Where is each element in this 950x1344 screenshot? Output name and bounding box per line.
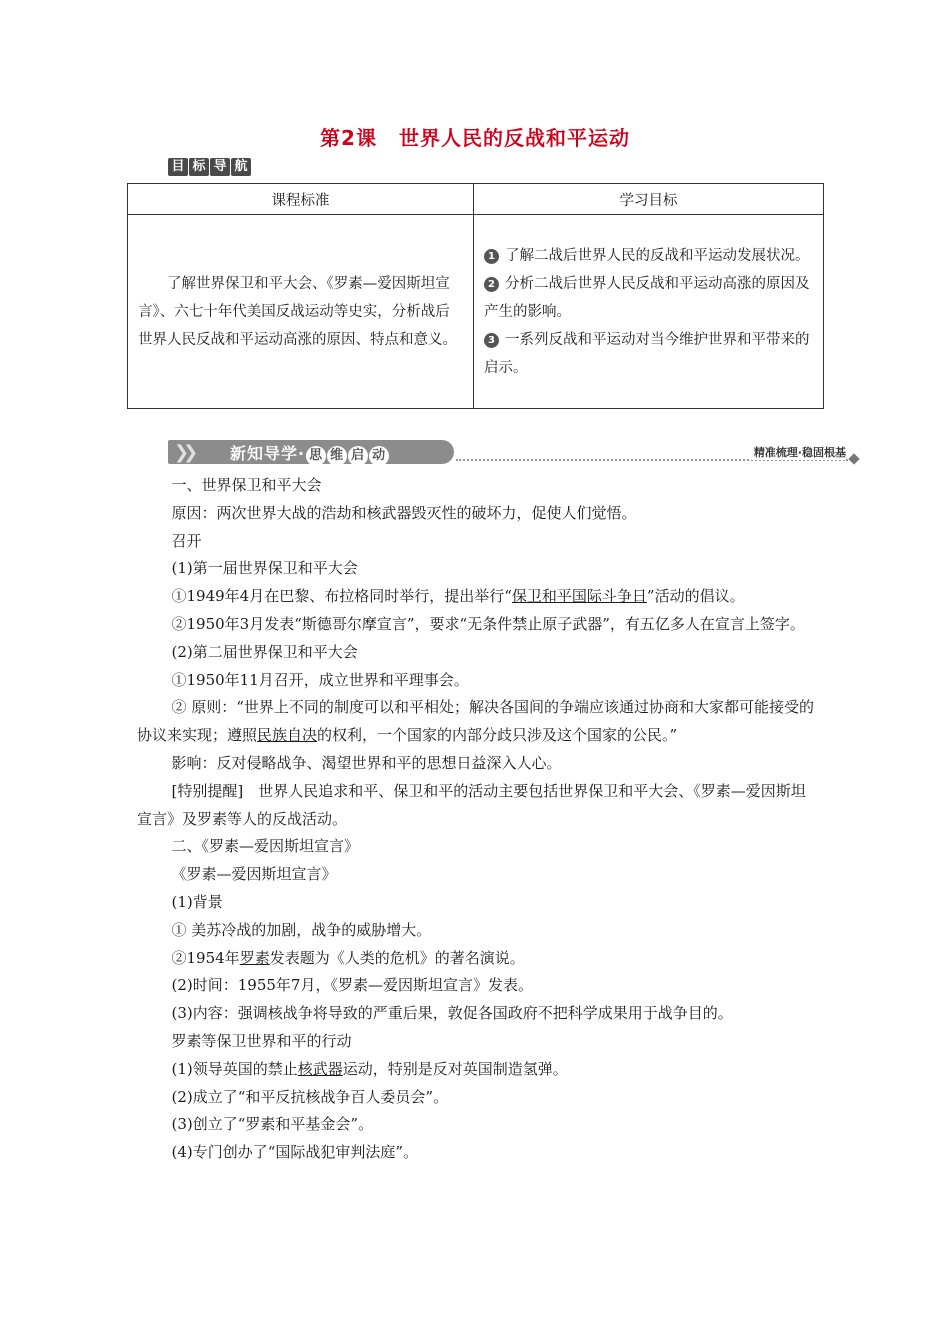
banner-char: 启 bbox=[348, 446, 368, 466]
special-note: [特别提醒] 世界人民追求和平、保卫和平的活动主要包括世界保卫和平大会、《罗素—爱因斯坦宣言》及罗素等人的反战活动。 bbox=[137, 781, 806, 828]
text-run: 发表题为《人类的危机》的著名演说。 bbox=[269, 948, 525, 967]
lesson-name: 世界人民的反战和平运动 bbox=[398, 126, 630, 150]
paragraph: (1)第一届世界保卫和平大会 bbox=[171, 559, 358, 578]
paragraph: 召开 bbox=[171, 531, 202, 550]
main-content bbox=[137, 472, 820, 1167]
underlined-term: 民族自决 bbox=[257, 726, 318, 745]
learning-goals-cell bbox=[474, 215, 824, 409]
text-run: (1)领导英国的禁止 bbox=[171, 1059, 298, 1078]
goal-navigation-badge bbox=[168, 158, 251, 176]
paragraph: ①1950年11月召开，成立世界和平理事会。 bbox=[171, 670, 469, 689]
text-run: ②1954年 bbox=[171, 948, 240, 967]
banner-right-label: 精准梳理·稳固根基 bbox=[750, 444, 846, 460]
text-run: 运动，特别是反对英国制造氢弹。 bbox=[342, 1059, 568, 1078]
goal-item bbox=[484, 326, 813, 382]
underlined-term: 核武器 bbox=[297, 1059, 343, 1078]
paragraph bbox=[137, 694, 820, 750]
paragraph: 《罗素—爱因斯坦宣言》 bbox=[171, 865, 337, 884]
number-badge-icon: 2 bbox=[484, 277, 499, 292]
section-heading: 一、世界保卫和平大会 bbox=[171, 476, 322, 494]
standards-table bbox=[127, 183, 824, 409]
underlined-term: 保卫和平国际斗争日 bbox=[511, 587, 647, 606]
section-banner bbox=[168, 440, 858, 464]
paragraph: (2)第二届世界保卫和平大会 bbox=[171, 642, 358, 661]
goal-item bbox=[484, 242, 813, 270]
paragraph bbox=[137, 1056, 820, 1084]
paragraph: ②1950年3月发表“斯德哥尔摩宣言”，要求“无条件禁止原子武器”，有五亿多人在宣言上签字。 bbox=[171, 614, 805, 633]
paragraph: 罗素等保卫世界和平的行动 bbox=[171, 1031, 352, 1050]
banner-title-main: 新知导学· bbox=[230, 444, 306, 463]
paragraph: (2)成立了“和平反抗核战争百人委员会”。 bbox=[171, 1087, 449, 1106]
goal-item bbox=[484, 270, 813, 326]
underlined-term: 罗素 bbox=[239, 948, 270, 967]
paragraph bbox=[137, 945, 820, 973]
text-run: 的权利，一个国家的内部分歧只涉及这个国家的公民。” bbox=[317, 726, 678, 745]
paragraph: (2)时间：1955年7月，《罗素—爱因斯坦宣言》发表。 bbox=[171, 976, 533, 995]
paragraph: 影响：反对侵略战争、渴望世界和平的思想日益深入人心。 bbox=[171, 753, 562, 772]
text-run: ② 原则：“世界上不同的制度可以和平相处；解决各国间的争端应该通过协商和大家都可能接受的协议来实现；遵照 bbox=[137, 698, 814, 745]
goal-text: 分析二战后世界人民反战和平运动高涨的原因及产生的影响。 bbox=[484, 275, 810, 320]
text-run: ①1949年4月在巴黎、布拉格同时举行，提出举行“ bbox=[171, 587, 512, 606]
banner-char: 思 bbox=[306, 446, 326, 466]
badge-char: 导 bbox=[210, 158, 230, 176]
header-learning-goals: 学习目标 bbox=[474, 184, 824, 215]
section-heading: 二、《罗素—爱因斯坦宣言》 bbox=[171, 837, 360, 856]
number-badge-icon: 3 bbox=[484, 333, 499, 348]
paragraph: 原因：两次世界大战的浩劫和核武器毁灭性的破坏力，促使人们觉悟。 bbox=[171, 503, 637, 522]
double-chevron-icon: ❯❯ bbox=[174, 442, 193, 463]
badge-char: 目 bbox=[168, 158, 188, 176]
paragraph: (3)创立了“罗素和平基金会”。 bbox=[171, 1115, 374, 1134]
diamond-icon bbox=[848, 453, 859, 464]
banner-char: 维 bbox=[327, 446, 347, 466]
goal-text: 了解二战后世界人民的反战和平运动发展状况。 bbox=[505, 247, 810, 264]
text-run: ”活动的倡议。 bbox=[646, 587, 745, 606]
page-title bbox=[0, 122, 950, 151]
banner-title bbox=[230, 441, 389, 466]
course-standard-text: 了解世界保卫和平大会、《罗素—爱因斯坦宣言》、六七十年代美国反战运动等史实，分析战后世界人民反战和平运动高涨的原因、特点和意义。 bbox=[128, 215, 474, 409]
goal-text: 一系列反战和平运动对当今维护世界和平带来的启示。 bbox=[484, 331, 810, 376]
paragraph: (4)专门创办了“国际战犯审判法庭”。 bbox=[171, 1143, 419, 1162]
paragraph: ① 美苏冷战的加剧，战争的威胁增大。 bbox=[171, 920, 432, 939]
badge-char: 标 bbox=[189, 158, 209, 176]
paragraph: (3)内容：强调核战争将导致的严重后果，敦促各国政府不把科学成果用于战争目的。 bbox=[171, 1004, 733, 1023]
badge-char: 航 bbox=[231, 158, 251, 176]
paragraph bbox=[137, 583, 820, 611]
number-badge-icon: 1 bbox=[484, 249, 499, 264]
paragraph: (1)背景 bbox=[171, 892, 223, 911]
lesson-number: 第2课 bbox=[320, 126, 377, 150]
header-course-standard: 课程标准 bbox=[128, 184, 474, 215]
banner-char: 动 bbox=[369, 446, 389, 466]
